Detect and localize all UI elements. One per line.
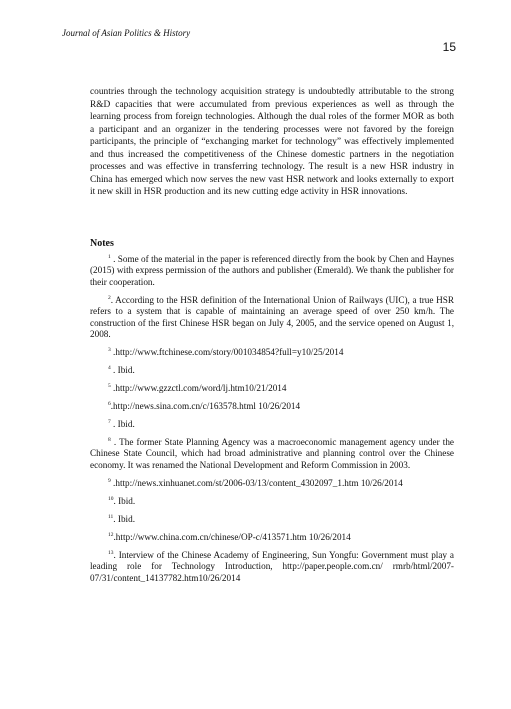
note-number: 5 bbox=[108, 383, 111, 390]
note-number: 8 bbox=[108, 437, 111, 444]
note-text: . Ibid. bbox=[113, 513, 135, 524]
note-link[interactable]: .http://www.ftchinese.com/story/001034854?full=y10/25/2014 bbox=[110, 347, 344, 358]
note-link[interactable]: .http://news.xinhuanet.com/st/2006-03/13/content_4302097_1.htm 10/26/2014 bbox=[110, 477, 403, 488]
note-number: 2 bbox=[108, 294, 111, 301]
note-text: . Ibid. bbox=[113, 495, 136, 506]
note-number: 7 bbox=[108, 419, 111, 426]
note-6 bbox=[90, 401, 454, 412]
note-5 bbox=[90, 383, 454, 394]
note-13 bbox=[90, 550, 454, 584]
note-text: . Interview of the Chinese Academy of Engineering, Sun Yongfu: Government must play a leading role for Technology Introduction, http://paper.people.com.cn/ rmrb/html/2007-07/31/content_14137782.htm10/26/2014 bbox=[90, 549, 454, 583]
note-11 bbox=[90, 514, 454, 525]
note-number: 11 bbox=[108, 513, 114, 520]
note-1 bbox=[90, 254, 454, 288]
note-2 bbox=[90, 295, 454, 341]
body-paragraph: countries through the technology acquisition strategy is undoubtedly attributable to the strong R&D capacities that were accumulated from previous experiences as well as through the learning process from foreign technologies. Although the dual roles of the former MOR as both a participant and an organizer in the tendering processes were not favored by the foreign participants, the principle of “exchanging market for technology” was effectively implemented and thus increased the competitiveness of the Chinese domestic partners in the negotiation processes and was effective in transferring technology. The result is a new HSR industry in China has emerged which now serves the new vast HSR network and looks externally to export it new skill in HSR production and its new cutting edge activity in HSR innovations. bbox=[90, 87, 454, 197]
notes-list bbox=[90, 254, 454, 591]
note-text: . Ibid. bbox=[110, 365, 135, 376]
body-text bbox=[90, 86, 454, 199]
note-9 bbox=[90, 478, 454, 489]
note-4 bbox=[90, 365, 454, 376]
note-number: 9 bbox=[108, 477, 111, 484]
note-text: . According to the HSR definition of the International Union of Railways (UIC), a true HSR refers to a system that is capable of maintaining an average speed of over 250 km/h. The construction of the first Chinese HSR began on July 4, 2005, and the service opened on August 1, 2008. bbox=[90, 294, 454, 340]
note-8 bbox=[90, 437, 454, 471]
note-number: 10 bbox=[108, 495, 114, 502]
note-link[interactable]: .http://www.gzzctl.com/word/lj.htm10/21/2014 bbox=[110, 383, 287, 394]
note-link[interactable]: .http://news.sina.com.cn/c/163578.html 10/26/2014 bbox=[110, 401, 301, 412]
page-number: 15 bbox=[442, 40, 456, 54]
note-7 bbox=[90, 419, 454, 430]
note-link[interactable]: .http://www.china.com.cn/chinese/OP-c/413571.htm 10/26/2014 bbox=[113, 531, 351, 542]
note-text: . Some of the material in the paper is referenced directly from the book by Chen and Haynes (2015) with express permission of the authors and publisher (Emerald). We thank the publisher for their cooperation. bbox=[90, 254, 454, 287]
note-text: . The former State Planning Agency was a macroeconomic management agency under the Chinese State Council, which had broad administrative and planning control over the Chinese economy. It was renamed the National Development and Reform Commission in 2003. bbox=[90, 437, 454, 470]
note-10 bbox=[90, 496, 454, 507]
notes-heading: Notes bbox=[90, 238, 114, 249]
note-number: 6 bbox=[108, 401, 111, 408]
journal-title: Journal of Asian Politics & History bbox=[62, 28, 191, 38]
note-number: 12 bbox=[108, 531, 114, 538]
note-number: 3 bbox=[108, 347, 111, 354]
note-number: 4 bbox=[108, 365, 111, 372]
note-number: 1 bbox=[108, 254, 111, 260]
note-number: 13 bbox=[108, 549, 114, 556]
note-text: . Ibid. bbox=[110, 419, 135, 430]
note-3 bbox=[90, 347, 454, 358]
note-12 bbox=[90, 532, 454, 543]
